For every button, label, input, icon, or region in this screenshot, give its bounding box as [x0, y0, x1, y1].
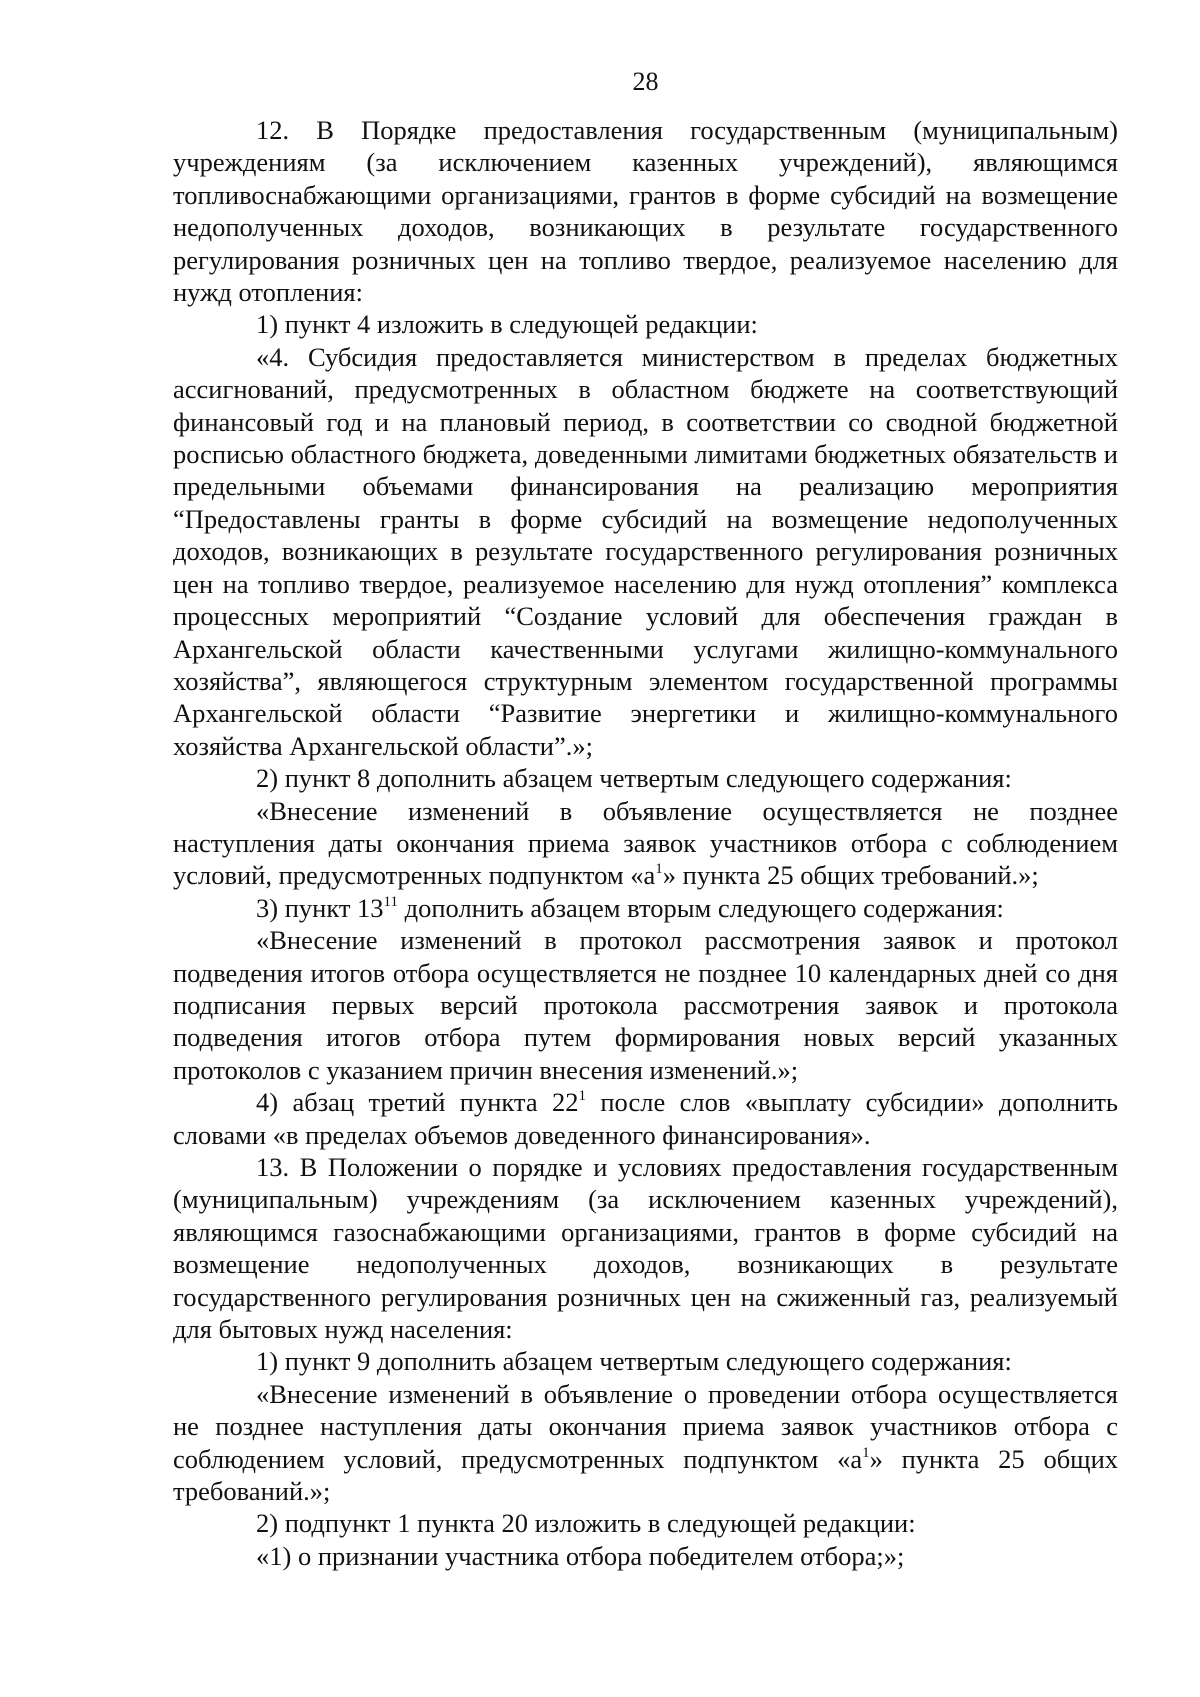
paragraph	[173, 762, 1118, 794]
text-run: «4. Субсидия предоставляется министерством в пределах бюджетных ассигнований, предусмотренных в областном бюджете на соответствующий финансовый год и на плановый период, в соответствии со сводной бюджетной росписью областного бюджета, доведенными лимитами бюджетных обязательств и предельными объемами финансирования на реализацию мероприятия “Предоставлены гранты в форме субсидий на возмещение недополученных доходов, возникающих в результате государственного регулирования розничных цен на топливо твердое, реализуемое населению для нужд отопления” комплекса процессных мероприятий “Создание условий для обеспечения граждан в Архангельской области качественными услугами жилищно-коммунального хозяйства”, являющегося структурным элементом государственной программы Архангельской области “Развитие энергетики и жилищно-коммунального хозяйства Архангельской области”.»;	[173, 341, 1118, 761]
text-run: «Внесение изменений в объявление о проведении отбора осуществляется не позднее наступления даты окончания приема заявок участников отбора с соблюдением условий, предусмотренных подпунктом «а	[173, 1378, 1118, 1474]
document-body	[173, 114, 1118, 1572]
paragraph	[173, 1540, 1118, 1572]
text-run: после слов «выплату субсидии» дополнить словами «в пределах объемов доведенного финансирования».	[173, 1087, 1118, 1150]
text-run: «1) о признании участника отбора победителем отбора;»;	[256, 1540, 905, 1571]
superscript: 11	[383, 893, 398, 910]
text-run: 13. В Положении о порядке и условиях предоставления государственным (муниципальным) учреждениям (за исключением казенных учреждений), являющимся газоснабжающими организациями, грантов в форме субсидий на возмещение недополученных доходов, возникающих в результате государственного регулирования розничных цен на сжиженный газ, реализуемый для бытовых нужд населения:	[173, 1152, 1118, 1345]
paragraph	[173, 1378, 1118, 1508]
text-run: 2) пункт 8 дополнить абзацем четвертым следующего содержания:	[256, 763, 1012, 794]
text-run: 12. В Порядке предоставления государственным (муниципальным) учреждениям (за исключением казенных учреждений), являющимся топливоснабжающими организациями, грантов в форме субсидий на возмещение недополученных доходов, возникающих в результате государственного регулирования розничных цен на топливо твердое, реализуемое населению для нужд отопления:	[173, 115, 1118, 308]
page-number: 28	[632, 67, 659, 96]
text-run: 4) абзац третий пункта 22	[256, 1087, 579, 1118]
text-run: » пункта 25 общих требований.»;	[173, 1443, 1119, 1507]
paragraph	[173, 795, 1118, 892]
superscript: 1	[655, 861, 663, 878]
text-run: «Внесение изменений в протокол рассмотрения заявок и протокол подведения итогов отбора осуществляется не позднее 10 календарных дней со дня подписания первых версий протокола рассмотрения заявок и протокола подведения итогов отбора путем формирования новых версий указанных протоколов с указанием причин внесения изменений.»;	[173, 925, 1118, 1085]
paragraph	[173, 1086, 1118, 1151]
superscript: 1	[862, 1444, 870, 1461]
paragraph	[173, 308, 1118, 340]
text-run: 1) пункт 9 дополнить абзацем четвертым следующего содержания:	[256, 1346, 1012, 1377]
paragraph	[173, 114, 1118, 308]
text-run: » пункта 25 общих требований.»;	[662, 860, 1039, 891]
paragraph	[173, 1151, 1118, 1345]
superscript: 1	[578, 1088, 586, 1105]
paragraph	[173, 924, 1118, 1086]
paragraph	[173, 1507, 1118, 1539]
text-run: 3) пункт 13	[256, 892, 384, 923]
text-run: «Внесение изменений в объявление осуществляется не позднее наступления даты окончания приема заявок участников отбора с соблюдением условий, предусмотренных подпунктом «а	[173, 795, 1118, 891]
text-run: 1) пункт 4 изложить в следующей редакции:	[256, 309, 758, 340]
text-run: 2) подпункт 1 пункта 20 изложить в следующей редакции:	[256, 1508, 916, 1539]
paragraph	[173, 341, 1118, 762]
paragraph	[173, 1345, 1118, 1377]
text-run: дополнить абзацем вторым следующего содержания:	[398, 892, 1004, 923]
paragraph	[173, 892, 1118, 924]
